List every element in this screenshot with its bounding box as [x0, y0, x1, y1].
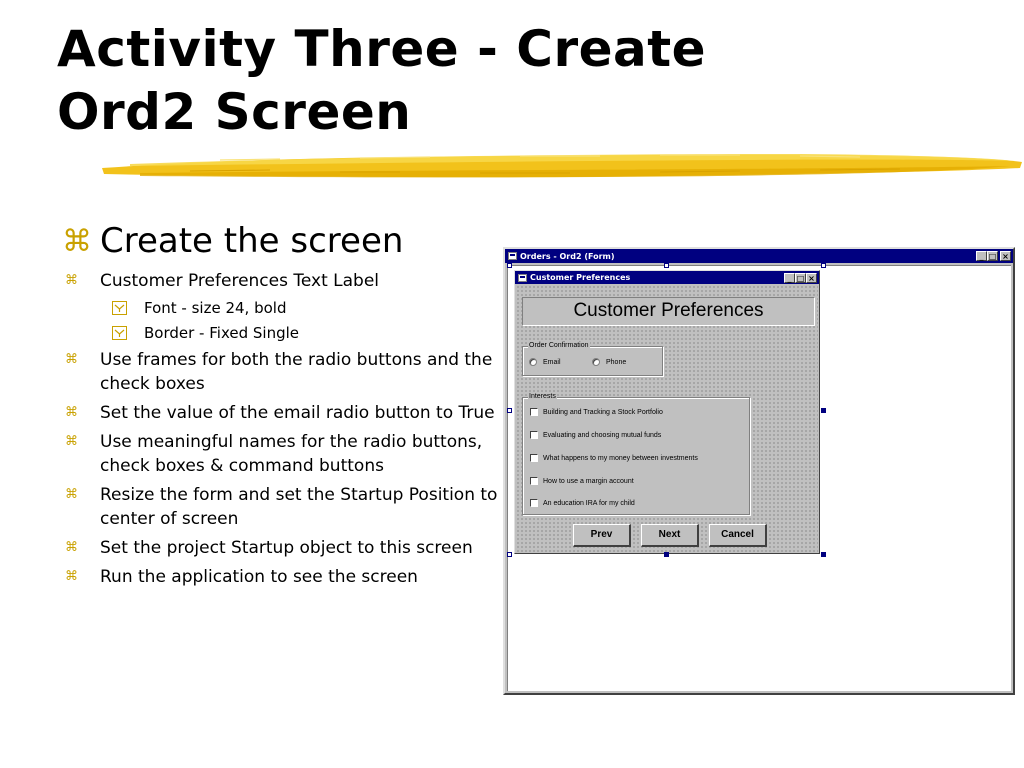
sub-bullet-text: Font - size 24, bold [144, 299, 287, 317]
checkbox-label: Evaluating and choosing mutual funds [543, 431, 662, 439]
prev-button[interactable]: Prev [573, 524, 631, 547]
checkbox-box[interactable] [530, 431, 538, 439]
sub-bullet-item [62, 323, 498, 343]
phone-radio-circle[interactable] [592, 358, 600, 366]
checkbox-label: An education IRA for my child [543, 499, 635, 507]
email-radio-label: Email [543, 358, 561, 366]
next-button[interactable]: Next [641, 524, 699, 547]
phone-radio[interactable] [592, 358, 626, 366]
checkbox-label: What happens to my money between investments [543, 454, 698, 462]
interests-caption: Interests [529, 393, 556, 400]
bullet-item [62, 483, 498, 531]
command-key-bullet-icon: ⌘ [65, 434, 78, 449]
customer-preferences-form[interactable] [514, 270, 820, 554]
bullet-list [62, 220, 498, 594]
bullet-item [62, 348, 498, 396]
bullet-item [62, 536, 498, 560]
bullet-item [62, 401, 498, 425]
minimize-button[interactable]: _ [976, 251, 987, 261]
bullet-item [62, 430, 498, 478]
maximize-button[interactable]: □ [988, 252, 997, 261]
command-key-bullet-icon: ⌘ [65, 273, 78, 288]
resize-handle[interactable] [664, 552, 669, 557]
resize-handle[interactable] [821, 552, 826, 557]
checkbox-box[interactable] [530, 477, 538, 485]
resize-handle[interactable] [507, 263, 512, 268]
bullet-item [62, 565, 498, 589]
maximize-button[interactable]: □ [796, 274, 805, 283]
bullet-item-text: Set the project Startup object to this screen [100, 538, 473, 558]
email-radio[interactable] [529, 358, 561, 366]
interest-checkbox-money-between-investments[interactable] [530, 454, 698, 462]
bullet-item-text: Use meaningful names for the radio buttons, check boxes & command buttons [100, 432, 483, 476]
slide-title-line-2: Ord2 Screen [57, 83, 412, 141]
resize-handle[interactable] [664, 263, 669, 268]
bullet-heading [62, 220, 498, 262]
phone-radio-label: Phone [606, 358, 627, 366]
bullet-heading-text: Create the screen [100, 221, 404, 261]
command-key-bullet-icon: ⌘ [62, 224, 92, 259]
checkbox-label: How to use a margin account [543, 477, 634, 485]
command-key-bullet-icon: ⌘ [65, 405, 78, 420]
form-designer-title: Orders - Ord2 (Form) [520, 251, 615, 261]
bullet-item-text: Use frames for both the radio buttons and the check boxes [100, 350, 493, 394]
command-key-bullet-icon: ⌘ [65, 569, 78, 584]
command-key-bullet-icon: ⌘ [65, 487, 78, 502]
order-confirmation-caption: Order Confirmation [529, 342, 589, 349]
resize-handle[interactable] [821, 408, 826, 413]
checkbox-box[interactable] [530, 454, 538, 462]
slide-title-line-1: Activity Three - Create [57, 20, 707, 78]
checkbox-label: Building and Tracking a Stock Portfolio [543, 408, 663, 416]
order-confirmation-frame[interactable] [522, 342, 663, 376]
bullet-item-text: Resize the form and set the Startup Position to center of screen [100, 485, 498, 529]
sub-bullet-text: Border - Fixed Single [144, 324, 299, 342]
customer-preferences-title: Customer Preferences [530, 273, 631, 282]
command-key-bullet-icon: ⌘ [65, 540, 78, 555]
bullet-item-text: Customer Preferences Text Label [100, 271, 380, 291]
cancel-button[interactable]: Cancel [709, 524, 767, 547]
interest-checkbox-margin-account[interactable] [530, 477, 634, 485]
close-button[interactable]: × [806, 273, 817, 283]
resize-handle[interactable] [507, 408, 512, 413]
checkbox-bullet-icon [112, 326, 127, 340]
yellow-brush-stroke [100, 146, 1024, 186]
bullet-item [62, 269, 498, 293]
checkbox-box[interactable] [530, 408, 538, 416]
email-radio-circle[interactable] [529, 358, 537, 366]
close-button[interactable]: × [1000, 251, 1011, 261]
slide-title [57, 18, 817, 144]
interest-checkbox-stock-portfolio[interactable] [530, 408, 663, 416]
sub-bullet-item [62, 298, 498, 318]
customer-preferences-titlebar[interactable] [515, 271, 819, 284]
form-designer-titlebar[interactable] [505, 249, 1013, 263]
resize-handle[interactable] [507, 552, 512, 557]
resize-handle[interactable] [821, 263, 826, 268]
bullet-item-text: Run the application to see the screen [100, 567, 418, 587]
form-client-area [516, 285, 818, 552]
customer-preferences-label[interactable]: Customer Preferences [522, 297, 815, 326]
form-icon [518, 274, 527, 282]
bullet-item-text: Set the value of the email radio button to True [100, 403, 495, 423]
checkbox-bullet-icon [112, 301, 127, 315]
minimize-button[interactable]: _ [784, 273, 795, 283]
command-key-bullet-icon: ⌘ [65, 352, 78, 367]
form-icon [508, 252, 517, 260]
interests-frame[interactable] [522, 393, 750, 515]
checkbox-box[interactable] [530, 499, 538, 507]
interest-checkbox-education-ira[interactable] [530, 499, 635, 507]
interest-checkbox-mutual-funds[interactable] [530, 431, 661, 439]
